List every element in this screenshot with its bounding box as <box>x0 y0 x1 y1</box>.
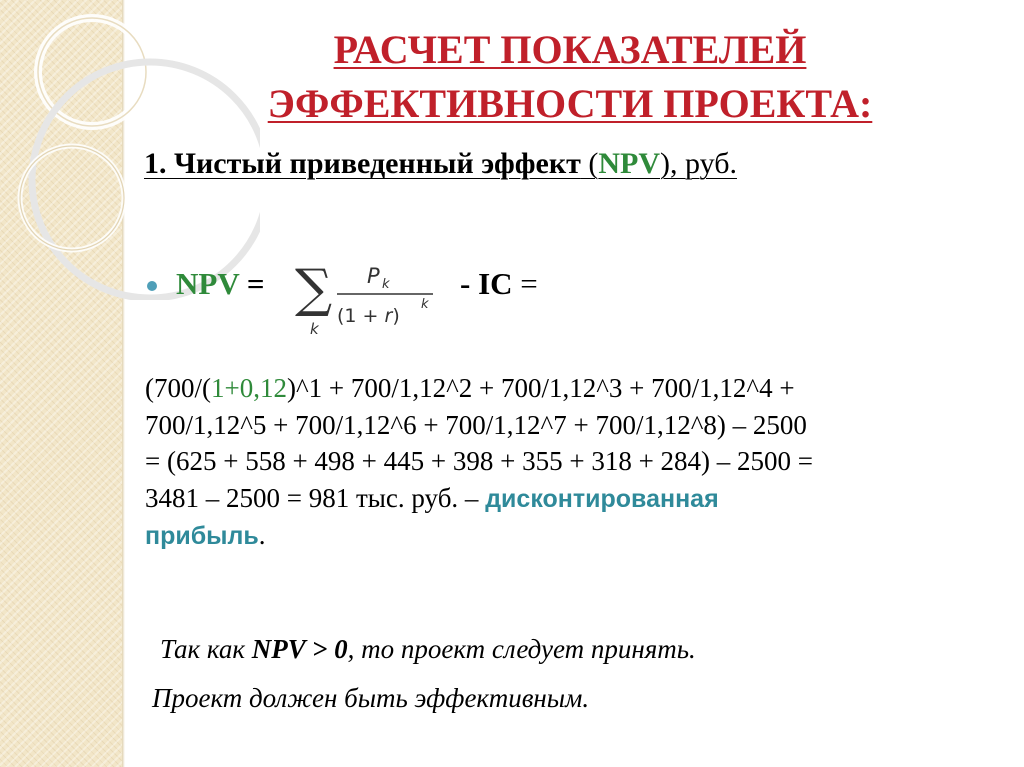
formula-lhs <box>176 266 265 302</box>
section-heading-open-paren: ( <box>580 147 599 180</box>
numerator-p: P <box>367 264 380 288</box>
calc-period: . <box>258 520 266 550</box>
formula-minus: - <box>460 266 479 301</box>
denominator-r: r <box>384 305 393 327</box>
calc-line-2: 700/1,12^5 + 700/1,12^6 + 700/1,12^7 + 700/1,12^8) – 2500 <box>145 409 807 440</box>
calc-line-1-start: (700/( <box>145 373 211 403</box>
profit-term: прибыль <box>145 522 259 550</box>
sum-fraction-formula <box>293 250 443 340</box>
denominator-open: (1 + <box>337 305 385 327</box>
sum-index: k <box>310 320 319 338</box>
calc-line-4 <box>145 480 1005 518</box>
sum-symbol: ∑ <box>295 259 333 319</box>
section-heading-text: 1. Чистый приведенный эффект <box>144 147 581 180</box>
calc-result: 3481 – 2500 = 981 тыс. руб. – <box>145 482 486 513</box>
denominator-close: ) <box>392 305 400 327</box>
calc-line-1 <box>145 370 1005 407</box>
section-heading-unit: ), руб. <box>660 147 737 180</box>
conclusion-end: , то проект следует принять. <box>347 634 696 664</box>
numerator-sub: k <box>382 277 390 292</box>
calc-line-1-end: )^1 + 700/1,12^2 + 700/1,12^3 + 700/1,12^4 + <box>286 373 795 403</box>
conclusion-line-2: Проект должен быть эффективным. <box>152 683 590 713</box>
denominator-exponent: k <box>421 297 429 312</box>
conclusion-start: Так как <box>160 634 252 664</box>
bullet-icon <box>147 281 157 291</box>
denominator <box>337 305 400 327</box>
discounted-term: дисконтированная <box>485 484 719 513</box>
formula-equals: = <box>239 266 265 301</box>
section-heading <box>144 146 737 182</box>
calc-line-5 <box>145 517 1005 555</box>
formula-ic: IC <box>478 266 513 301</box>
calc-line-3: = (625 + 558 + 498 + 445 + 398 + 355 + 318 + 284) – 2500 = <box>145 446 814 476</box>
calc-discount-factor: 1+0,12 <box>210 373 287 403</box>
section-heading-npv: NPV <box>598 147 661 180</box>
formula-rhs <box>460 266 538 302</box>
conclusion-line-1 <box>160 634 696 665</box>
slide-title-line-2: ЭФФЕКТИВНОСТИ ПРОЕКТА: <box>267 81 873 126</box>
slide-title-line-1: РАСЧЕТ ПОКАЗАТЕЛЕЙ <box>333 27 807 72</box>
conclusion-condition: NPV > 0 <box>251 634 348 664</box>
npv-formula <box>147 258 607 338</box>
npv-calculation <box>145 370 1005 555</box>
formula-trailing-equals: = <box>512 266 538 301</box>
formula-npv-label: NPV <box>176 266 240 301</box>
